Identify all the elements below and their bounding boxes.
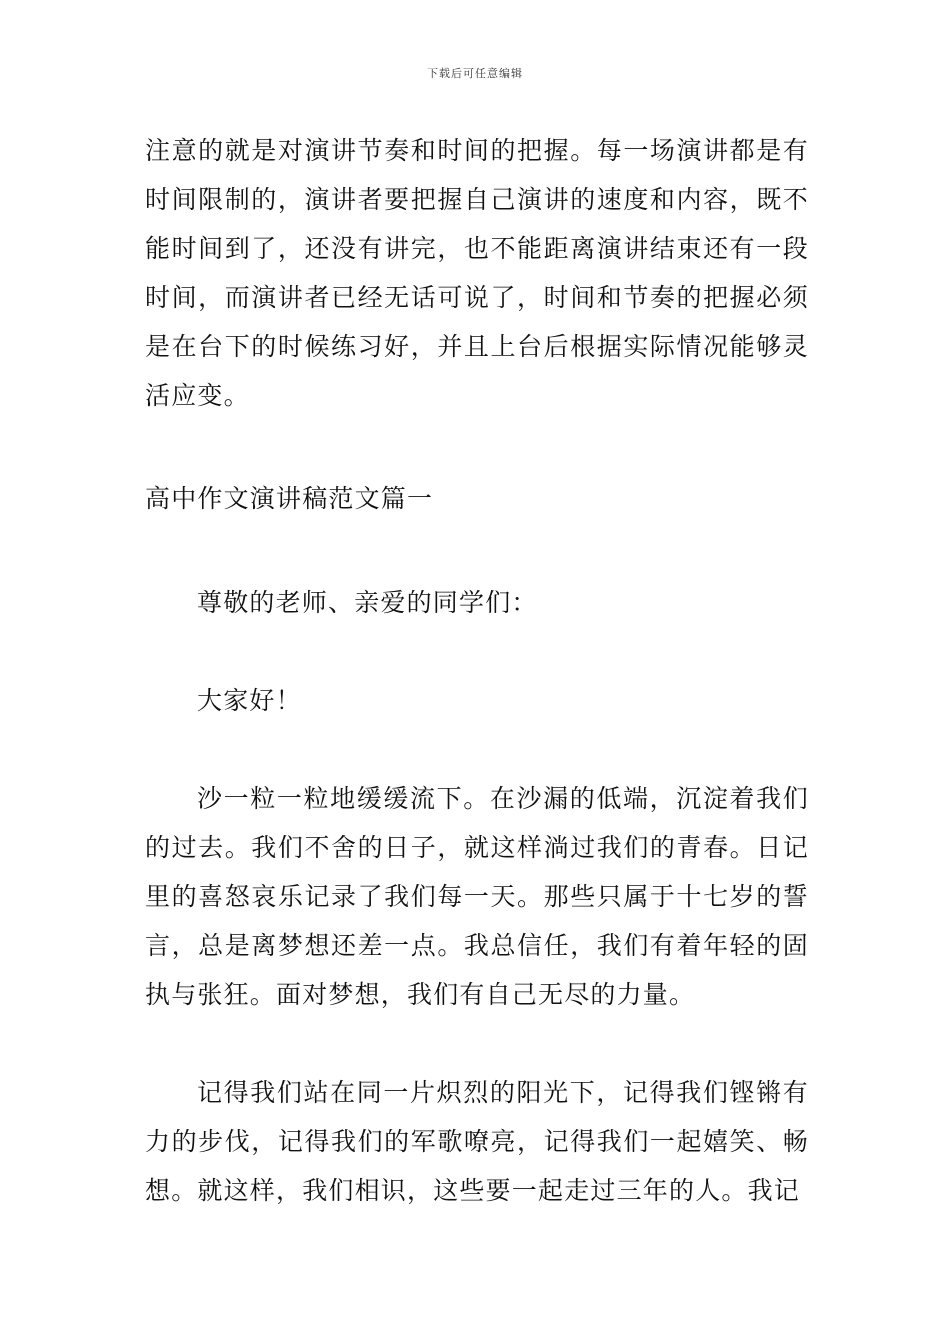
- greeting: 大家好！: [197, 686, 302, 715]
- body-paragraph: 沙一粒一粒地缓缓流下。在沙漏的低端，沉淀着我们的过去。我们不舍的日子，就这样淌过我们的青春。日记里的喜怒哀乐记录了我们每一天。那些只属于十七岁的誓言，总是离梦想还差一点。我总信任，我们有着年轻的固执与张狂。面对梦想，我们有自己无尽的力量。: [145, 784, 809, 1009]
- salutation: 尊敬的老师、亲爱的同学们：: [197, 588, 538, 617]
- body-paragraph: 记得我们站在同一片炽烈的阳光下，记得我们铿锵有力的步伐，记得我们的军歌嘹亮，记得我们一起嬉笑、畅想。就这样，我们相识，这些要一起走过三年的人。我记: [145, 1078, 809, 1205]
- section-heading: 高中作文演讲稿范文篇一: [145, 484, 434, 513]
- header-note: 下载后可任意编辑: [427, 67, 523, 80]
- body-paragraph: 注意的就是对演讲节奏和时间的把握。每一场演讲都是有时间限制的，演讲者要把握自己演讲的速度和内容，既不能时间到了，还没有讲完，也不能距离演讲结束还有一段时间，而演讲者已经无话可说了，时间和节奏的把握必须是在台下的时候练习好，并且上台后根据实际情况能够灵活应变。: [145, 136, 809, 410]
